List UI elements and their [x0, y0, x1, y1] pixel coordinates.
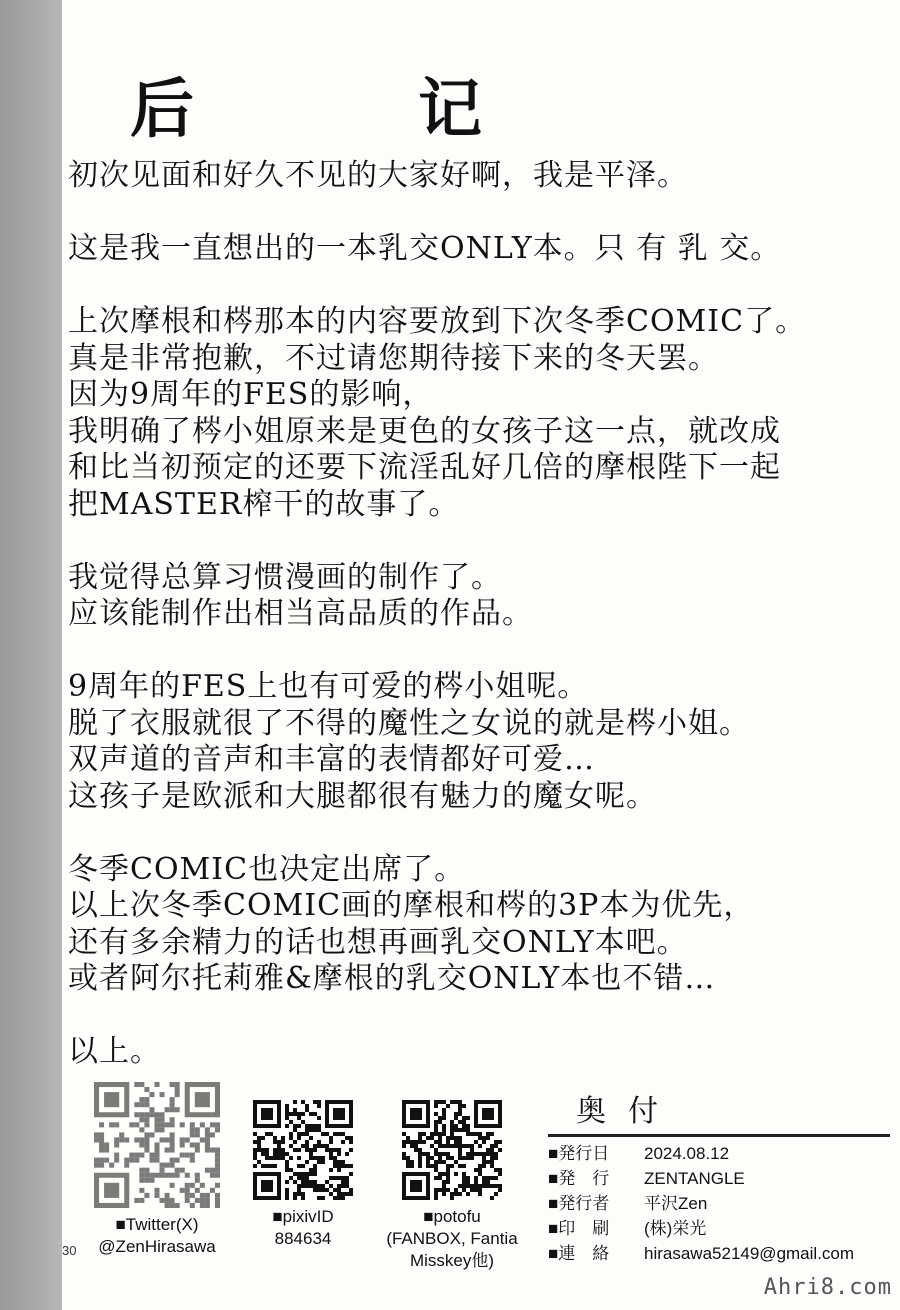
- paragraph-gap: [68, 633, 898, 670]
- colophon-key: ■発行日: [548, 1144, 610, 1163]
- paragraph-gap: [68, 268, 898, 305]
- colophon-row: [548, 1141, 890, 1166]
- paragraph-gap: [68, 523, 898, 560]
- body-line: 冬季COMIC也决定出席了。: [68, 851, 466, 887]
- colophon-value: ZENTANGLE: [644, 1169, 745, 1188]
- qr-block-potofu: [372, 1082, 532, 1272]
- paragraph-gap: [68, 815, 898, 852]
- qr-code-icon[interactable]: [402, 1100, 502, 1200]
- body-line: 还有多余精力的话也想再画乳交ONLY本吧。: [68, 924, 688, 960]
- body-line: 以上次冬季COMIC画的摩根和梣的3P本为优先，: [68, 888, 755, 923]
- colophon-value: 平沢Zen: [644, 1194, 708, 1213]
- body-line: 我明确了梣小姐原来是更色的女孩子这一点，就改成: [68, 413, 781, 449]
- colophon-row: [548, 1166, 890, 1191]
- body-line: 初次见面和好久不见的大家好啊，我是平泽。: [68, 158, 688, 193]
- paragraph-gap: [68, 998, 898, 1035]
- body-line: 这是我一直想出的一本乳交ONLY本。只 有 乳 交。: [68, 231, 782, 266]
- body-line: 和比当初预定的还要下流淫乱好几倍的摩根陛下一起: [68, 450, 781, 485]
- colophon-rows: [548, 1141, 890, 1266]
- body-line: 这孩子是欧派和大腿都很有魅力的魔女呢。: [68, 778, 657, 814]
- qr-code-icon[interactable]: [94, 1082, 220, 1208]
- colophon-divider: [548, 1134, 890, 1137]
- paragraph-gap: [68, 195, 898, 232]
- colophon-key: ■連 絡: [548, 1244, 610, 1263]
- colophon-value: 2024.08.12: [644, 1144, 730, 1163]
- qr-label-twitter: ■Twitter(X) @ZenHirasawa: [98, 1215, 216, 1256]
- page-number: 30: [62, 1243, 77, 1258]
- body-line: 9周年的FES上也有可爱的梣小姐呢。: [68, 669, 589, 704]
- afterword-body: [68, 158, 898, 1071]
- body-line: 或者阿尔托莉雅&摩根的乳交ONLY本也不错…: [68, 961, 716, 996]
- colophon-key: ■発 行: [548, 1169, 610, 1188]
- qr-label-pixiv: ■pixivID 884634: [272, 1207, 334, 1248]
- body-line: 我觉得总算习惯漫画的制作了。: [68, 559, 502, 595]
- colophon-key: ■印 刷: [548, 1219, 610, 1238]
- body-line: 双声道的音声和丰富的表情都好可爱…: [68, 742, 595, 777]
- site-watermark: Ahri8.com: [763, 1275, 892, 1300]
- qr-code-icon[interactable]: [253, 1100, 353, 1200]
- body-line: 应该能制作出相当高品质的作品。: [68, 596, 533, 631]
- qr-block-pixiv: [238, 1082, 368, 1250]
- qr-block-twitter: [82, 1082, 232, 1258]
- body-line: 脱了衣服就很了不得的魔性之女说的就是梣小姐。: [68, 705, 750, 741]
- page-side-margin: [0, 0, 62, 1310]
- colophon: [548, 1092, 890, 1266]
- page-title: 后 记: [130, 72, 562, 147]
- body-line: 把MASTER榨干的故事了。: [68, 486, 460, 522]
- qr-label-potofu: ■potofu (FANBOX, Fantia Misskey他): [386, 1207, 518, 1270]
- body-line: 因为9周年的FES的影响，: [68, 377, 434, 412]
- colophon-title: 奥付: [576, 1094, 680, 1129]
- colophon-value: hirasawa52149@gmail.com: [644, 1244, 855, 1263]
- colophon-row: [548, 1216, 890, 1241]
- body-line: 以上。: [68, 1034, 161, 1069]
- body-line: 真是非常抱歉，不过请您期待接下来的冬天罢。: [68, 340, 719, 376]
- colophon-row: [548, 1241, 890, 1266]
- body-line: 上次摩根和梣那本的内容要放到下次冬季COMIC了。: [68, 304, 807, 339]
- afterword-page: [62, 0, 900, 1310]
- colophon-value: (株)栄光: [644, 1219, 707, 1238]
- colophon-row: [548, 1191, 890, 1216]
- colophon-key: ■発行者: [548, 1194, 610, 1213]
